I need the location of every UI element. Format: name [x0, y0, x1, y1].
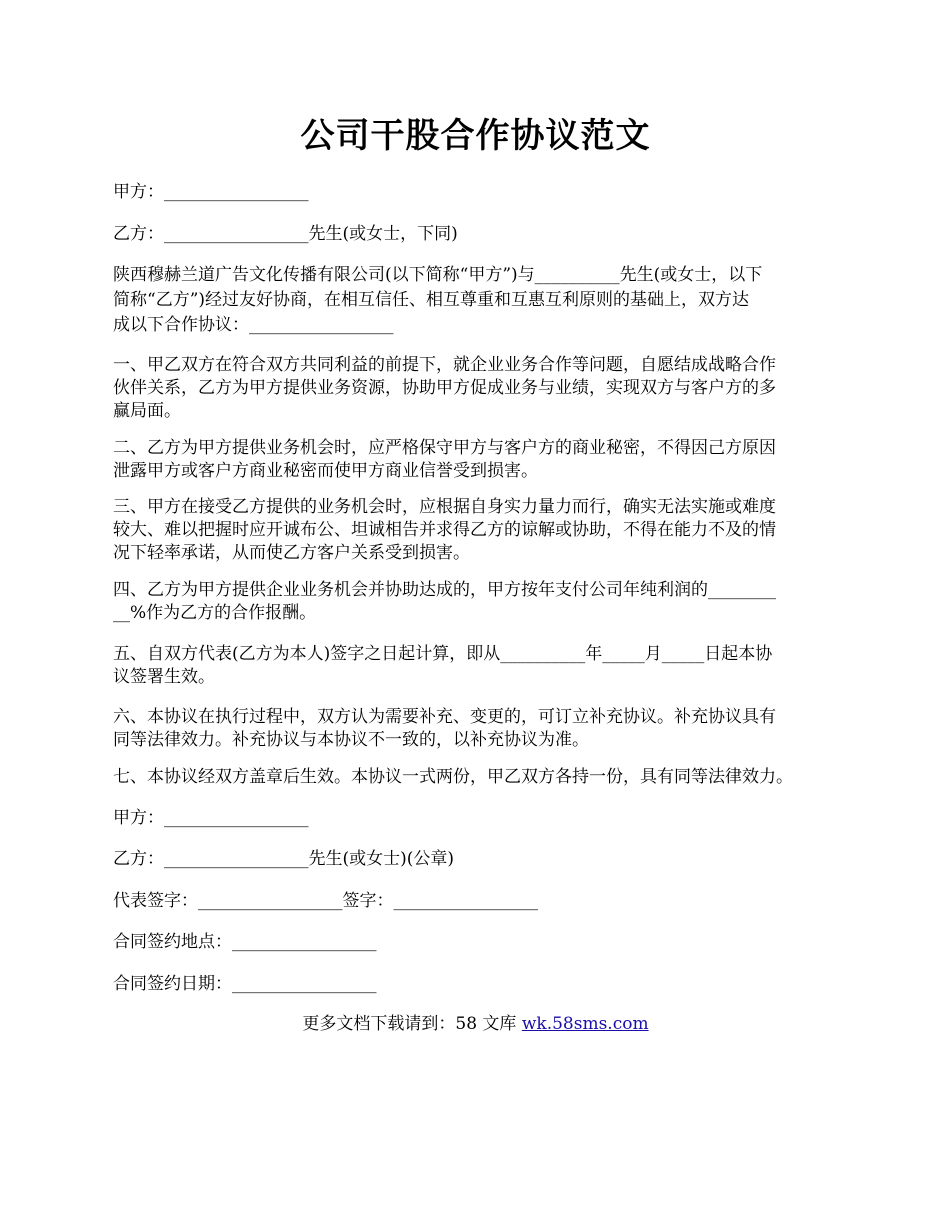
clause-3 — [113, 496, 853, 565]
clause-line: 况下轻率承诺，从而使乙方客户关系受到损害。 — [113, 543, 470, 563]
intro-paragraph — [113, 264, 853, 337]
sign-party-a: 甲方：_________________ — [113, 808, 309, 828]
clause-4 — [113, 579, 853, 625]
clause-7 — [113, 766, 853, 789]
sign-representative: 代表签字：_________________签字：_________________ — [113, 891, 538, 911]
clause-line: 议签署生效。 — [113, 667, 215, 687]
party-a-line: 甲方：_________________ — [113, 182, 309, 202]
clause-2 — [113, 437, 853, 483]
clause-line: 三、甲方在接受乙方提供的业务机会时，应根据自身实力量力而行，确实无法实施或难度 — [113, 497, 776, 517]
intro-line: 成以下合作协议：_________________ — [113, 315, 394, 335]
party-b-line: 乙方：_________________先生(或女士，下同) — [113, 224, 458, 244]
sign-place: 合同签约地点：_________________ — [113, 932, 377, 952]
clause-line: 较大、难以把握时应开诚布公、坦诚相告并求得乙方的谅解或协助，不得在能力不及的情 — [113, 520, 776, 540]
clause-5 — [113, 643, 853, 689]
footer — [113, 1013, 838, 1036]
footer-text: 更多文档下载请到：58 文库 — [302, 1014, 522, 1034]
clause-line: 五、自双方代表(乙方为本人)签字之日起计算，即从__________年_____月_____日起本协 — [113, 644, 773, 664]
footer-link[interactable]: wk.58sms.com — [521, 1014, 649, 1034]
sign-party-b: 乙方：_________________先生(或女士)(公章) — [113, 849, 455, 869]
clause-line: 伙伴关系，乙方为甲方提供业务资源，协助甲方促成业务与业绩，实现双方与客户方的多 — [113, 378, 776, 398]
clause-line: 一、甲乙双方在符合双方共同利益的前提下，就企业业务合作等问题，自愿结成战略合作 — [113, 355, 776, 375]
clause-1 — [113, 354, 853, 423]
clause-line: 同等法律效力。补充协议与本协议不一致的，以补充协议为准。 — [113, 730, 589, 750]
clause-6 — [113, 706, 853, 752]
clause-line: 四、乙方为甲方提供企业业务机会并协助达成的，甲方按年支付公司年纯利润的________ — [113, 580, 776, 600]
clause-line: 赢局面。 — [113, 401, 181, 421]
clause-line: 泄露甲方或客户方商业秘密而使甲方商业信誉受到损害。 — [113, 461, 538, 481]
clause-line: 七、本协议经双方盖章后生效。本协议一式两份，甲乙双方各持一份，具有同等法律效力。 — [113, 767, 793, 787]
intro-line: 简称“乙方”)经过友好协商，在相互信任、相互尊重和互惠互利原则的基础上，双方达 — [113, 290, 750, 310]
clause-line: __%作为乙方的合作报酬。 — [113, 603, 317, 623]
document-title: 公司干股合作协议范文 — [300, 116, 651, 156]
clause-line: 六、本协议在执行过程中，双方认为需要补充、变更的，可订立补充协议。补充协议具有 — [113, 707, 776, 727]
intro-line: 陕西穆赫兰道广告文化传播有限公司(以下简称“甲方”)与__________先生(或女士，以下 — [113, 265, 763, 285]
clause-line: 二、乙方为甲方提供业务机会时，应严格保守甲方与客户方的商业秘密，不得因己方原因 — [113, 438, 776, 458]
sign-date: 合同签约日期：_________________ — [113, 974, 377, 994]
